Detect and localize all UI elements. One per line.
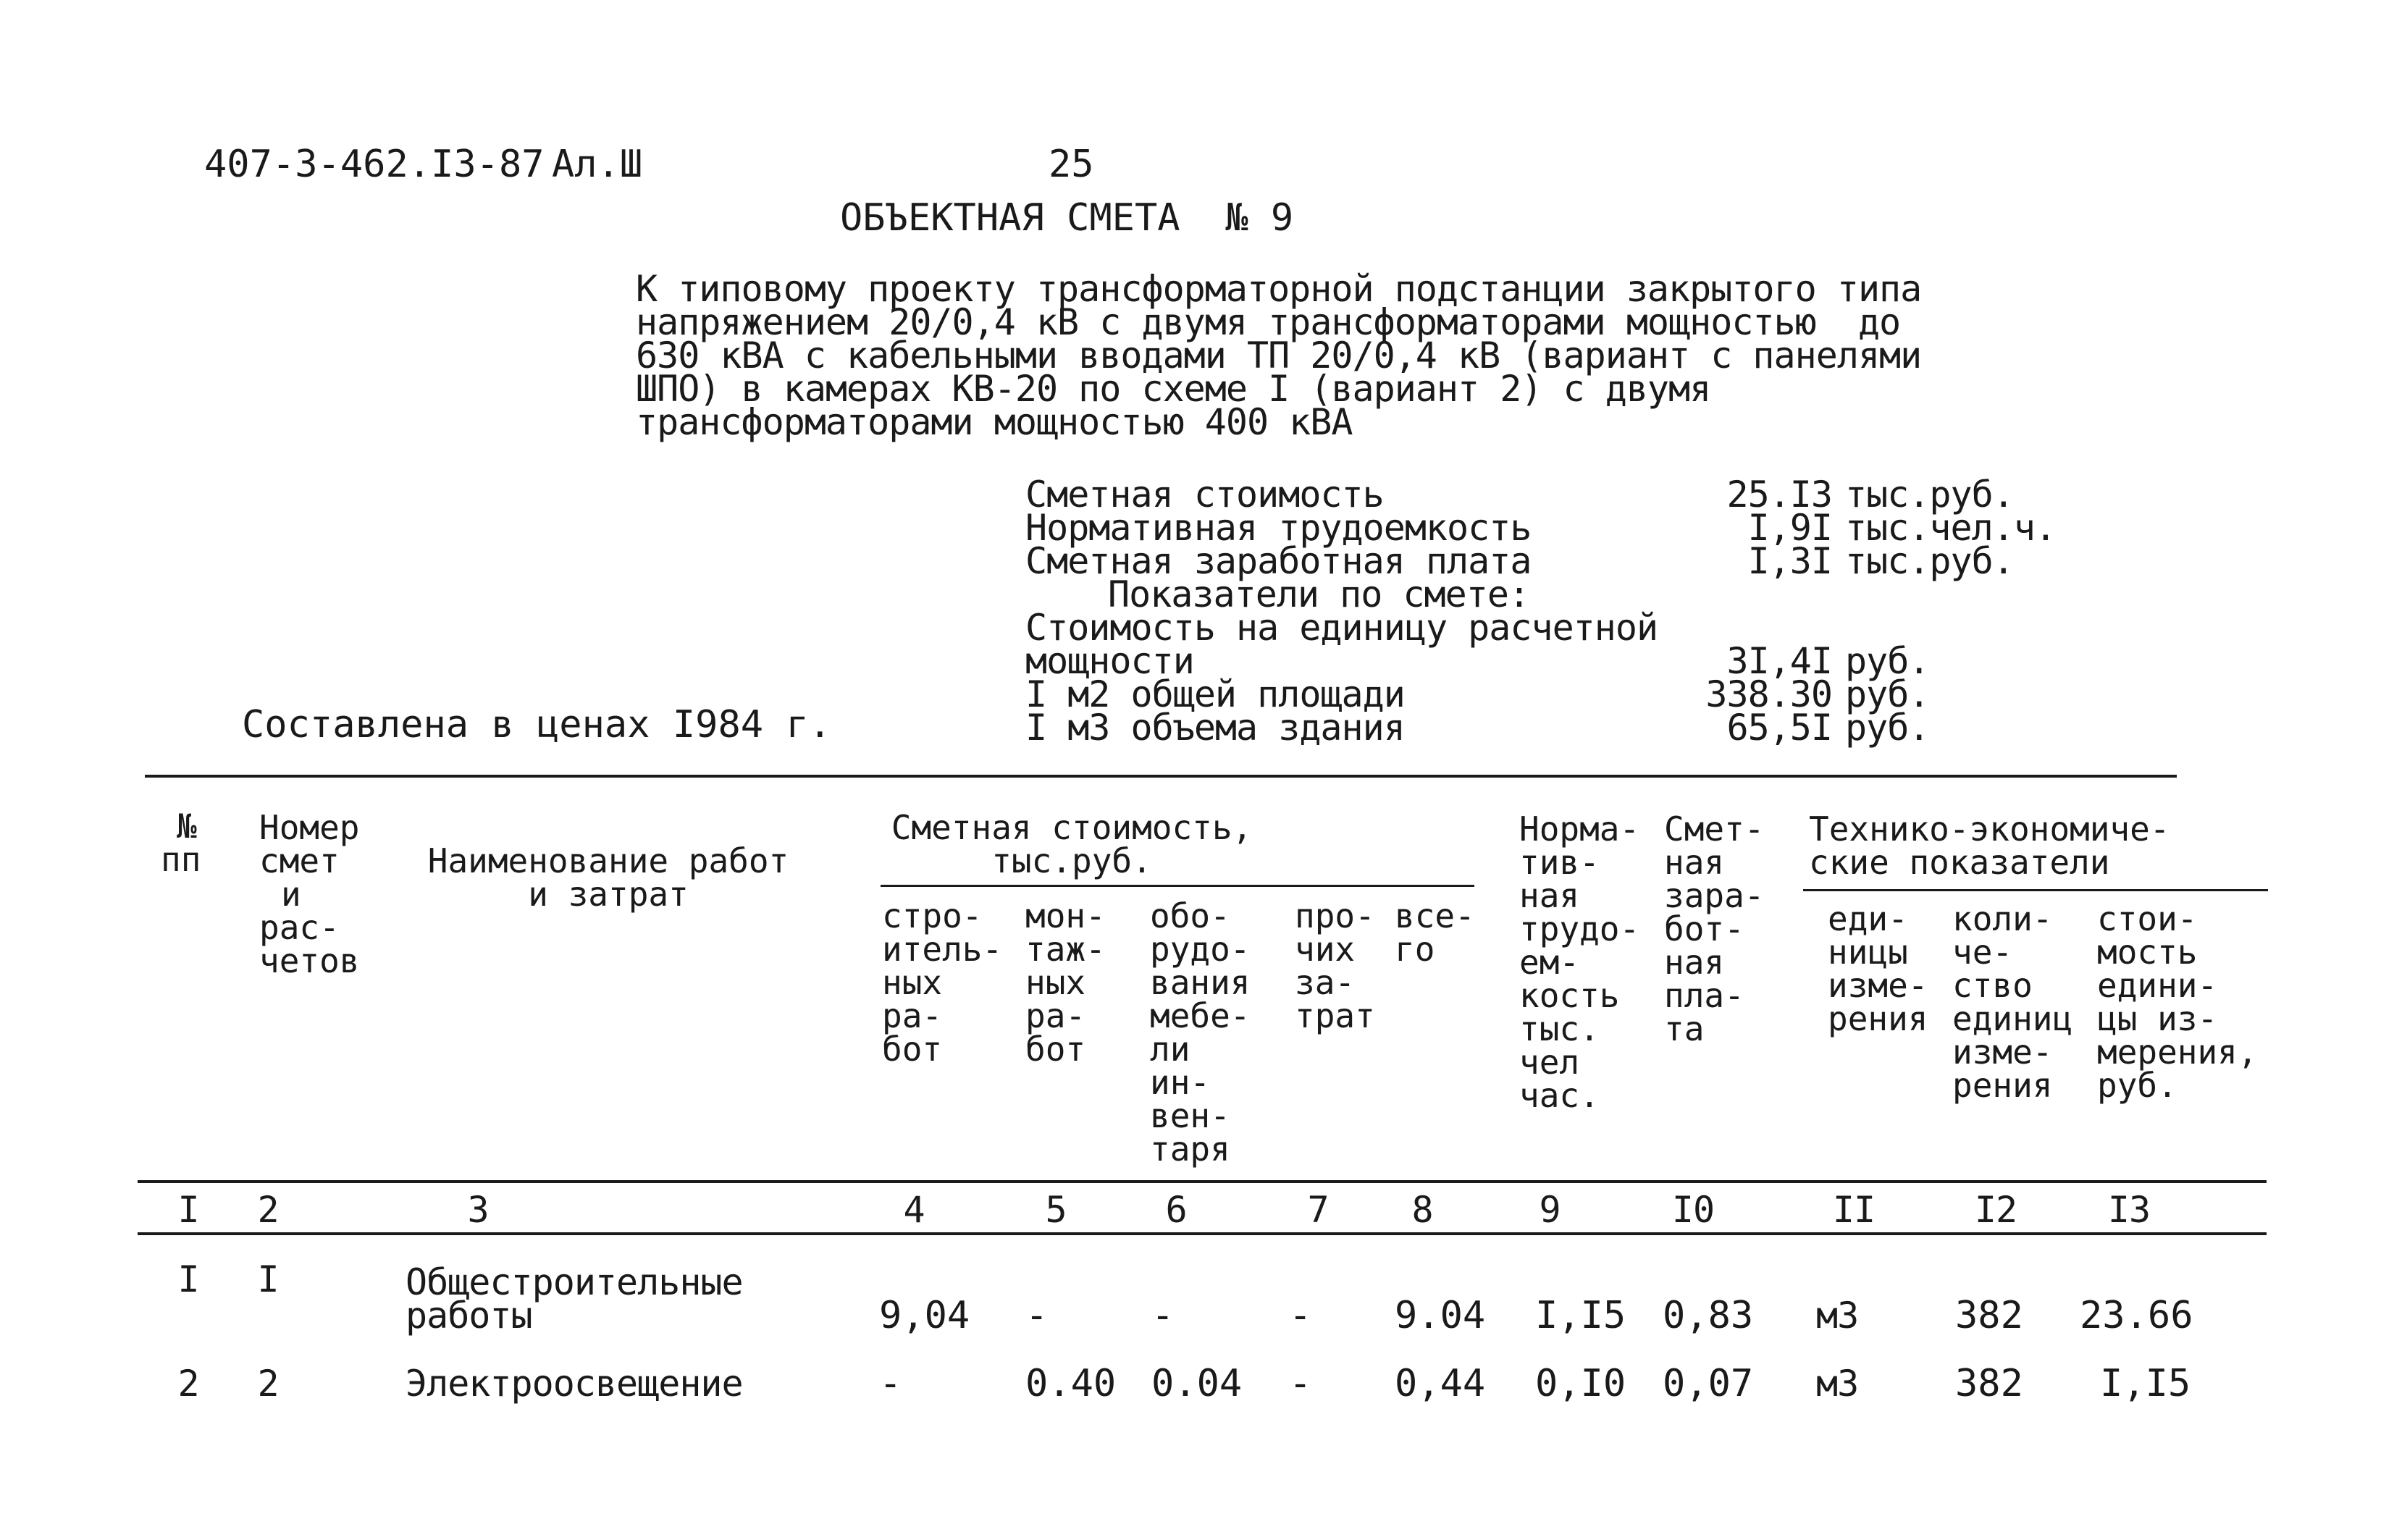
indicator-unit: руб.	[1845, 707, 1930, 749]
indicator-unit: руб.	[1845, 673, 1930, 715]
summary-value: 25.I3	[1726, 474, 1832, 516]
indicator-value: 3I,4I	[1726, 640, 1832, 682]
description-line: ШПО) в камерах КВ-20 по схеме I (вариант 2) с двумя	[636, 368, 1711, 410]
header-estimate-number: Номер смет и рас- четов	[259, 808, 360, 980]
row-construction: -	[879, 1362, 902, 1405]
description-line: 630 кВА с кабельными вводами ТП 20/0,4 кВ (вариант с панелями	[636, 334, 1922, 376]
indicator-label: Стоимость на единицу расчетной	[1025, 607, 1658, 649]
header-num: № пп	[161, 807, 201, 879]
indicator-value: 65,5I	[1726, 707, 1832, 749]
album-label: Ал.Ш	[552, 143, 643, 186]
row-construction: 9,04	[879, 1294, 970, 1337]
summary-label: Нормативная трудоемкость	[1025, 507, 1532, 549]
column-number: I3	[2107, 1189, 2151, 1231]
column-number: 6	[1165, 1189, 1187, 1231]
row-unit: м3	[1816, 1363, 1859, 1405]
column-number: 2	[257, 1189, 279, 1231]
indicators-heading: Показатели по смете:	[1108, 573, 1530, 615]
header-total: все- го	[1395, 896, 1475, 969]
description-line: К типовому проекту трансформаторной подстанции закрытого типа	[636, 268, 1922, 310]
row-unit-cost: I,I5	[2100, 1362, 2191, 1405]
summary-value: I,9I	[1747, 507, 1832, 549]
header-wages: Смет- ная зара- бот- ная пла- та	[1664, 809, 1765, 1048]
column-numbers-rule	[138, 1232, 2267, 1235]
row-wages: 0,07	[1663, 1362, 1754, 1405]
row-other: -	[1289, 1362, 1312, 1405]
summary-value: I,3I	[1747, 540, 1832, 582]
row-quantity: 382	[1955, 1362, 2023, 1405]
row-quantity: 382	[1955, 1294, 2023, 1337]
column-number: I2	[1974, 1189, 2017, 1231]
header-work-name: Наименование работ и затрат	[427, 841, 789, 914]
document-code: 407-3-462.I3-87	[204, 143, 545, 186]
row-unit-cost: 23.66	[2080, 1294, 2193, 1337]
description-line: трансформаторами мощностью 400 кВА	[636, 401, 1353, 443]
column-number: I0	[1671, 1189, 1715, 1231]
table-top-rule	[145, 775, 2177, 778]
column-number: 7	[1307, 1189, 1329, 1231]
column-number: 4	[903, 1189, 925, 1231]
header-tech-group: Технико-экономиче- ские показатели	[1809, 809, 2170, 882]
row-estimate: 2	[257, 1363, 279, 1405]
row-equipment: 0.04	[1151, 1362, 1243, 1405]
row-name: работы	[406, 1295, 532, 1337]
summary-unit: тыс.руб.	[1845, 474, 2014, 516]
indicator-value: 338.30	[1705, 673, 1832, 715]
column-number: 9	[1539, 1189, 1561, 1231]
column-number: 8	[1411, 1189, 1433, 1231]
summary-label: Сметная стоимость	[1025, 474, 1384, 516]
description-line: напряжением 20/0,4 кВ с двумя трансформаторами мощностью до	[636, 301, 1901, 343]
page-number: 25	[1049, 143, 1094, 186]
row-estimate: I	[257, 1258, 279, 1300]
indicator-label: I м2 общей площади	[1025, 673, 1405, 715]
tech-group-rule	[1803, 889, 2268, 891]
row-wages: 0,83	[1663, 1294, 1754, 1337]
row-name: Общестроительные	[406, 1261, 743, 1303]
row-num: I	[177, 1258, 199, 1300]
page-title: ОБЪЕКТНАЯ СМЕТА № 9	[840, 196, 1294, 240]
header-unit: еди- ницы изме- рения	[1828, 899, 1928, 1038]
prices-note: Составлена в ценах I984 г.	[242, 703, 831, 746]
header-equipment: обо- рудо- вания мебе- ли ин- вен- таря	[1150, 896, 1251, 1169]
column-number: 5	[1045, 1189, 1067, 1231]
header-unit-cost: стои- мость едини- цы из- мерения, руб.	[2097, 899, 2258, 1105]
column-number: I	[177, 1189, 199, 1231]
summary-unit: тыс.чел.ч.	[1845, 507, 2057, 549]
header-quantity: коли- че- ство единиц изме- рения	[1952, 899, 2073, 1105]
indicator-label: мощности	[1025, 640, 1194, 682]
row-name: Электроосвещение	[406, 1363, 743, 1405]
row-equipment: -	[1151, 1294, 1175, 1337]
indicator-unit: руб.	[1845, 640, 1930, 682]
header-bottom-rule	[138, 1180, 2267, 1183]
row-labor: 0,I0	[1535, 1362, 1626, 1405]
header-other: про- чих за- трат	[1295, 896, 1375, 1035]
row-num: 2	[177, 1363, 199, 1405]
indicator-label: I м3 объема здания	[1025, 707, 1405, 749]
row-total: 9.04	[1395, 1294, 1486, 1337]
column-number: 3	[467, 1189, 489, 1231]
header-cost-group: Сметная стоимость, тыс.руб.	[891, 808, 1253, 880]
header-labor: Норма- тив- ная трудо- ем- кость тыс. чел час.	[1519, 809, 1640, 1115]
header-construction: стро- итель- ных ра- бот	[882, 896, 1003, 1069]
row-installation: 0.40	[1025, 1362, 1117, 1405]
summary-label: Сметная заработная плата	[1025, 540, 1532, 582]
cost-group-rule	[881, 885, 1474, 887]
row-other: -	[1289, 1294, 1312, 1337]
row-installation: -	[1025, 1294, 1049, 1337]
column-number: II	[1832, 1189, 1876, 1231]
row-unit: м3	[1816, 1295, 1859, 1337]
row-labor: I,I5	[1535, 1294, 1626, 1337]
summary-unit: тыс.руб.	[1845, 540, 2014, 582]
row-total: 0,44	[1395, 1362, 1486, 1405]
header-installation: мон- таж- ных ра- бот	[1025, 896, 1106, 1069]
